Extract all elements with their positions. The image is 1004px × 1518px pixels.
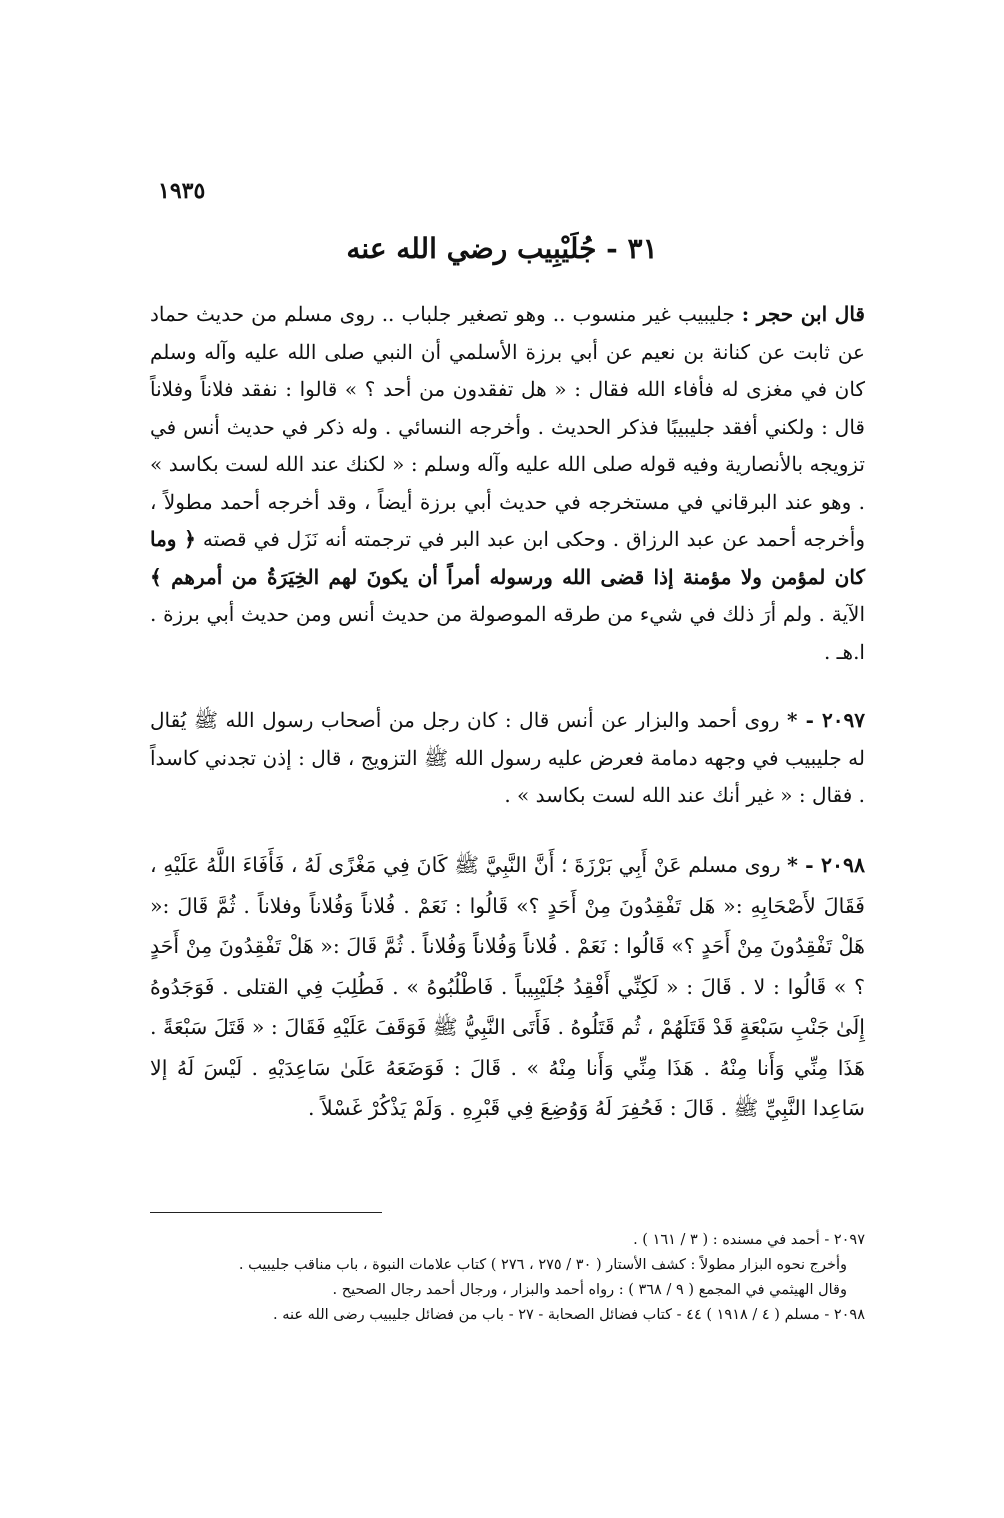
hadith-2098 [150, 845, 865, 1129]
hadith-2097-text: روى أحمد والبزار عن أنس قال : كان رجل من أصحاب رسول الله ﷺ يُقال له جليبيب في وجهه دمامة فعرض عليه رسول الله ﷺ التزويج ، قال : إذن تجدني كاسداً . فقال : « غير أنك عند الله لست بكاسد » . [150, 708, 865, 807]
footnotes [150, 1228, 865, 1328]
footnote-bazzar: وأخرج نحوه البزار مطولاً : كشف الأستار ( ٣٠ / ٢٧٥ ، ٢٧٦ ) كتاب علامات النبوة ، باب مناقب جليبيب . [238, 1257, 847, 1273]
footnote-2098: ٢٠٩٨ - مسلم ( ٤ / ١٩١٨ ) ٤٤ - كتاب فضائل الصحابة - ٢٧ - باب من فضائل جليبيب رضى الله عنه . [273, 1307, 865, 1323]
intro-tail: الآية . ولم أرَ ذلك في شيء من طرقه الموصولة من حديث أنس ومن حديث أبي برزة . ا.هـ . [150, 602, 866, 664]
footnote-haythami: وقال الهيثمي في المجمع ( ٩ / ٣٦٨ ) : رواه أحمد والبزار ، ورجال أحمد رجال الصحيح . [332, 1282, 847, 1298]
hadith-2097-number: ٢٠٩٧ - * [786, 708, 865, 732]
intro-paragraph [150, 296, 865, 671]
page-number: ١٩٣٥ [158, 178, 206, 204]
footnote-divider [150, 1212, 382, 1213]
hadith-2097 [150, 702, 865, 815]
footnote-2097: ٢٠٩٧ - أحمد في مسنده : ( ٣ / ١٦١ ) . [633, 1232, 865, 1248]
hadith-2098-number: ٢٠٩٨ - * [787, 853, 865, 877]
quran-verse: ﴿ وما كان لمؤمن ولا مؤمنة إذا قضى الله ورسوله أمراً أن يكونَ لهم الخِيَرَةُ من أمرهم ﴾ [150, 527, 865, 589]
intro-lead: قال ابن حجر : [741, 302, 865, 326]
intro-text: جليبيب غير منسوب .. وهو تصغير جلباب .. روى مسلم من حديث حماد عن ثابت عن كنانة بن نعيم عن أبي برزة الأسلمي أن النبي صلى الله عليه وآله وسلم كان في مغزى له فأفاء الله فقال : « هل تفقدون من أحد ؟ » قالوا : نفقد فلاناً وفلاناً قال : ولكني أفقد جليبيبًا فذكر الحديث . وأخرجه النسائي . وله ذكر في حديث أنس في تزويجه بالأنصارية وفيه قوله صلى الله عليه وآله وسلم : « لكنك عند الله لست بكاسد » . وهو عند البرقاني في مستخرجه في حديث أبي برزة أيضاً ، وقد أخرجه أحمد مطولاً ، وأخرجه أحمد عن عبد الرزاق . وحكى ابن عبد البر في ترجمته أنه نَزَل في قصته [150, 302, 865, 551]
hadith-2098-text: روى مسلم عَنْ أَبِي بَرْزَةَ ؛ أَنَّ النَّبِيَّ ﷺ كَانَ فِي مَغْزًى لَهُ ، فَأَفَاءَ اللَّهُ عَلَيْهِ ، فَقَالَ لأَصْحَابِهِ :« هَل تَفْقِدُونَ مِنْ أَحَدٍ ؟» قَالُوا : نَعَمْ . فُلاناً وَفُلاناً وفلاناً . ثُمَّ قَالَ :« هَلْ تَفْقِدُونَ مِنْ أَحَدٍ ؟» قَالُوا : نَعَمْ . فُلاناً وَفُلاناً وَفُلاناً . ثُمَّ قَالَ :« هَلْ تَفْقِدُونَ مِنْ أَحَدٍ ؟ » قَالُوا : لا . قَالَ : « لَكِنِّي أَفْقِدُ جُلَيْبِيباً . فَاطْلُبُوهُ » . فَطُلِبَ فِي القتلى . فَوَجَدُوهُ إِلَىٰ جَنْبِ سَبْعَةٍ قَدْ قَتَلَهُمْ ، ثُم قَتَلُوهُ . فَأَتَى النَّبِيُّ ﷺ فَوَقَفَ عَلَيْهِ فَقَالَ : « قَتَلَ سَبْعَةً . هَذَا مِنِّي وَأَنا مِنْهُ . هَذَا مِنِّي وَأَنا مِنْهُ » . قَالَ : فَوَضَعَهُ عَلَىٰ سَاعِدَيْهِ . لَيْسَ لَهُ إلا سَاعِدا النَّبِيِّ ﷺ . قَالَ : فَحُفِرَ لَهُ وَوُضِعَ فِي قَبْرِهِ . وَلَمْ يَذْكُرْ غَسْلاً . [150, 853, 865, 1120]
chapter-title: ٣١ - جُلَيْبِيب رضي الله عنه [346, 232, 658, 265]
